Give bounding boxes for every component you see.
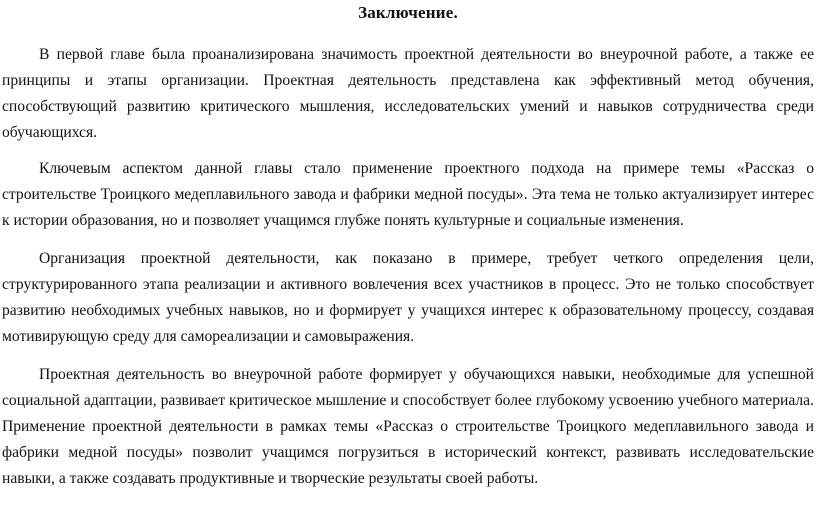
paragraph-1: В первой главе была проанализирована значимость проектной деятельности во внеурочной работе, а также ее принципы и этапы организации. Проектная деятельность представлена как эффективный метод обучения, способствующий развитию критического мышления, исследовательских умений и навыков сотрудничества среди обучающихся.	[2, 46, 814, 141]
paragraph-4: Проектная деятельность во внеурочной работе формирует у обучающихся навыки, необходимые для успешной социальной адаптации, развивает критическое мышление и способствует более глубокому усвоению учебного материала. Применение проектной деятельности в рамках темы «Рассказ о строительстве Троицкого медеплавильного завода и фабрики медной посуды» позволит учащимся погрузиться в исторический контекст, развивать исследовательские навыки, а также создавать продуктивные и творческие результаты своей работы.	[2, 366, 814, 487]
paragraph-3: Организация проектной деятельности, как показано в примере, требует четкого определения цели, структурированного этапа реализации и активного вовлечения всех участников в процесс. Это не только способствует развитию необходимых учебных навыков, но и формирует у учащихся интерес к образовательному процессу, создавая мотивирующую среду для самореализации и самовыражения.	[2, 250, 814, 345]
document-title: Заключение.	[358, 3, 458, 22]
paragraph-2: Ключевым аспектом данной главы стало применение проектного подхода на примере темы «Рассказ о строительстве Троицкого медеплавильного завода и фабрики медной посуды». Эта тема не только актуализирует интерес к истории образования, но и позволяет учащимся глубже понять культурные и социальные изменения.	[2, 160, 814, 229]
